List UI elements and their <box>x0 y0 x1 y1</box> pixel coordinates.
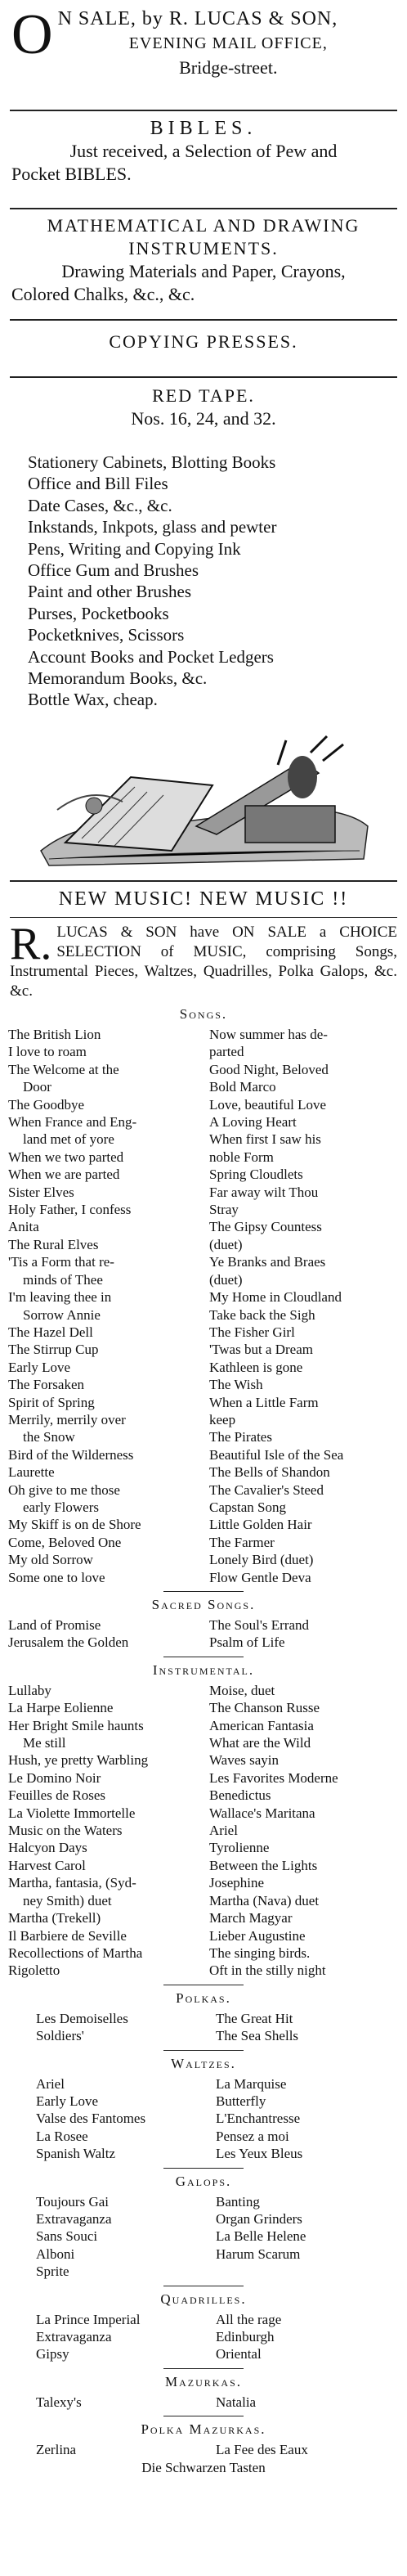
list-item: Between the Lights <box>209 1857 318 1873</box>
list-item: Love, beautiful Love <box>209 1096 327 1113</box>
list-item: Banting <box>216 2193 260 2210</box>
galops-left-column <box>36 2193 191 2281</box>
polka-mazurkas-last: Die Schwarzen Tasten <box>141 2459 266 2475</box>
list-item: Little Golden Hair <box>209 1517 312 1533</box>
list-item: What are the Wild <box>209 1735 311 1751</box>
list-item: When France and Eng- <box>8 1114 137 1131</box>
polka-mazurkas-columns <box>36 2441 371 2458</box>
copying-section <box>0 321 407 376</box>
list-item: Les Demoiselles <box>36 2010 128 2026</box>
list-item: Office Gum and Brushes <box>28 560 199 581</box>
list-item: Land of Promise <box>8 1617 101 1633</box>
list-item: Pens, Writing and Copying Ink <box>28 538 241 559</box>
list-item: Music on the Waters <box>8 1823 123 1839</box>
list-item: Bird of the Wilderness <box>8 1446 134 1463</box>
list-item: parted <box>209 1044 244 1060</box>
list-item: Account Books and Pocket Ledgers <box>28 646 274 667</box>
sacred-left-column <box>8 1616 198 1652</box>
list-item: Hush, ye pretty Warbling <box>8 1752 149 1769</box>
list-item: Spanish Waltz <box>36 2146 116 2162</box>
header <box>0 0 407 110</box>
list-item: Waves sayin <box>209 1752 280 1769</box>
list-item: A Loving Heart <box>209 1114 297 1131</box>
songs-left-column <box>8 1026 198 1586</box>
list-item: Ariel <box>209 1823 238 1839</box>
list-item: The Farmer <box>209 1534 275 1550</box>
list-item: When we are parted <box>8 1167 120 1183</box>
list-item: Benedictus <box>209 1787 271 1804</box>
list-item: The Chanson Russe <box>209 1700 320 1716</box>
waltzes-right-column <box>216 2075 371 2163</box>
list-item: Bold Marco <box>209 1079 276 1095</box>
music-title: NEW MUSIC! NEW MUSIC !! <box>58 888 349 910</box>
list-item: American Fantasia <box>209 1717 314 1733</box>
list-item: Martha (Trekell) <box>8 1910 101 1926</box>
list-item: Merrily, merrily over <box>8 1411 126 1427</box>
polka-mazurkas-left-column <box>36 2441 191 2458</box>
list-item: Early Love <box>36 2093 98 2109</box>
list-item: The Pirates <box>209 1429 272 1445</box>
divider <box>10 917 397 918</box>
list-item: The Forsaken <box>8 1377 85 1393</box>
list-item: I love to roam <box>8 1044 87 1060</box>
polka-mazurkas-right-column <box>216 2441 371 2458</box>
list-item: The singing birds. <box>209 1944 311 1961</box>
redtape-title: RED TAPE. <box>152 385 255 406</box>
list-item: Anita <box>8 1219 39 1235</box>
header-line-3: Bridge-street. <box>179 57 278 78</box>
list-item: Zerlina <box>36 2442 77 2458</box>
list-item: Alboni <box>36 2246 75 2262</box>
list-item: I'm leaving thee in <box>8 1289 112 1306</box>
list-item: the Snow <box>23 1429 75 1445</box>
list-item: Now summer has de- <box>209 1027 328 1042</box>
list-item: La Violette Immortelle <box>8 1805 136 1821</box>
copying-title: COPYING PRESSES. <box>109 331 298 352</box>
list-item: All the rage <box>216 2311 282 2327</box>
list-item: Office and Bill Files <box>28 474 168 494</box>
list-item: (duet) <box>209 1271 243 1288</box>
list-item: Pensez a moi <box>216 2128 289 2144</box>
list-item: Sister Elves <box>8 1184 74 1200</box>
list-item: Moise, duet <box>209 1682 275 1698</box>
mazurkas-left-column <box>36 2394 191 2411</box>
dropcap-letter: O <box>11 3 53 66</box>
sacred-columns <box>8 1616 399 1652</box>
list-item: Sprite <box>36 2264 69 2280</box>
list-item: Stationery Cabinets, Blotting Books <box>28 452 276 472</box>
polkas-heading: Polkas. <box>176 1989 231 2006</box>
divider <box>163 2168 244 2169</box>
divider <box>163 1591 244 1592</box>
list-item: Lonely Bird (duet) <box>209 1552 314 1568</box>
list-item: Me still <box>23 1735 66 1751</box>
list-item: Lieber Augustine <box>209 1927 306 1944</box>
instrumental-columns <box>8 1682 399 1980</box>
galops-heading: Galops. <box>175 2173 232 2189</box>
music-intro <box>10 919 397 1001</box>
polkas-left-column <box>36 2010 191 2045</box>
list-item: Some one to love <box>8 1569 105 1585</box>
list-item: Toujours Gai <box>36 2193 109 2210</box>
waltzes-left-column <box>36 2075 191 2163</box>
redtape-section <box>0 378 407 452</box>
list-item: The Fisher Girl <box>209 1324 295 1340</box>
polka-mazurkas-heading: Polka Mazurkas. <box>141 2421 266 2438</box>
music-intro-text: LUCAS & SON have ON SALE a CHOICE SELECTION of MUSIC, comprising Songs, Instrumental Pieces, Waltzes, Quadrilles, Polka Galops, &c. &c. <box>10 924 397 1000</box>
quadrilles-left-column <box>36 2311 191 2363</box>
redtape-numbers: Nos. 16, 24, and 32. <box>131 408 276 429</box>
list-item: early Flowers <box>23 1499 100 1515</box>
divider <box>163 2368 244 2369</box>
sacred-heading: Sacred Songs. <box>151 1597 256 1612</box>
stationery-list <box>28 452 379 722</box>
list-item: Recollections of Martha <box>8 1944 143 1961</box>
list-item: Wallace's Maritana <box>209 1805 315 1821</box>
mathematical-text-line-2: Colored Chalks, &c., &c. <box>11 284 195 304</box>
list-item: Inkstands, Inkpots, glass and pewter <box>28 517 277 537</box>
list-item: Extravaganza <box>36 2329 112 2344</box>
list-item: Purses, Pocketbooks <box>28 603 169 623</box>
bibles-title: BIBLES. <box>150 118 257 139</box>
mazurkas-heading: Mazurkas. <box>164 2373 243 2389</box>
mathematical-section <box>0 209 407 319</box>
list-item: The Gipsy Countess <box>209 1219 322 1235</box>
engraving-illustration <box>33 728 374 874</box>
list-item: La Fee des Eaux <box>216 2442 308 2458</box>
list-item: Feuilles de Roses <box>8 1787 105 1804</box>
list-item: Take back the Sigh <box>209 1306 315 1323</box>
music-intro-dropcap: R. <box>10 919 52 969</box>
list-item: The Soul's Errand <box>209 1617 310 1633</box>
list-item: 'Twas but a Dream <box>209 1342 313 1358</box>
list-item: Good Night, Beloved <box>209 1061 329 1077</box>
sacred-right-column <box>209 1616 399 1652</box>
list-item: Far away wilt Thou <box>209 1184 319 1200</box>
list-item: Oft in the stilly night <box>209 1962 326 1979</box>
list-item: March Magyar <box>209 1910 293 1926</box>
list-item: Organ Grinders <box>216 2210 302 2227</box>
list-item: Come, Beloved One <box>8 1534 122 1550</box>
list-item: Pocketknives, Scissors <box>28 625 185 645</box>
list-item: Natalia <box>216 2394 257 2410</box>
list-item: When we two parted <box>8 1149 124 1165</box>
list-item: Les Favorites Moderne <box>209 1769 338 1786</box>
list-item: When first I saw his <box>209 1131 321 1148</box>
list-item: Flow Gentle Deva <box>209 1569 311 1585</box>
instrumental-left-column <box>8 1682 198 1980</box>
list-item: Early Love <box>8 1359 70 1375</box>
bibles-text-line-2: Pocket BIBLES. <box>11 164 132 184</box>
list-item: Harum Scarum <box>216 2246 301 2262</box>
divider <box>10 110 397 111</box>
divider <box>163 2050 244 2051</box>
list-item: land met of yore <box>23 1131 114 1148</box>
songs-columns <box>8 1026 399 1586</box>
songs-heading: Songs. <box>179 1006 228 1022</box>
list-item: Le Domino Noir <box>8 1769 101 1786</box>
mathematical-title-line-2: INSTRUMENTS. <box>128 238 279 258</box>
list-item: Paint and other Brushes <box>28 582 192 602</box>
list-item: noble Form <box>209 1149 274 1165</box>
list-item: Spirit of Spring <box>8 1394 95 1410</box>
waltzes-columns <box>36 2075 371 2163</box>
list-item: Halcyon Days <box>8 1840 87 1856</box>
polkas-right-column <box>216 2010 371 2045</box>
list-item: Extravaganza <box>36 2210 112 2227</box>
list-item: Kathleen is gone <box>209 1359 303 1375</box>
list-item: Her Bright Smile haunts <box>8 1717 144 1733</box>
list-item: The Welcome at the <box>8 1061 119 1077</box>
list-item: Beautiful Isle of the Sea <box>209 1446 344 1463</box>
list-item: Oriental <box>216 2346 262 2362</box>
list-item: Sorrow Annie <box>23 1306 101 1323</box>
mazurkas-columns <box>36 2394 371 2411</box>
list-item: Capstan Song <box>209 1499 286 1515</box>
list-item: The Great Hit <box>216 2010 293 2026</box>
list-item: The Rural Elves <box>8 1236 99 1252</box>
galops-columns <box>36 2193 371 2281</box>
waltzes-heading: Waltzes. <box>171 2055 236 2071</box>
list-item: Gipsy <box>36 2346 69 2362</box>
list-item: La Belle Helene <box>216 2228 306 2245</box>
list-item: Rigoletto <box>8 1962 60 1979</box>
list-item: Holy Father, I confess <box>8 1202 132 1218</box>
list-item: Psalm of Life <box>209 1634 285 1651</box>
instrumental-heading: Instrumental. <box>152 1661 255 1678</box>
list-item: Talexy's <box>36 2394 82 2410</box>
list-item: Bottle Wax, cheap. <box>28 690 158 710</box>
list-item: The Wish <box>209 1377 263 1393</box>
list-item: Door <box>23 1079 51 1095</box>
list-item: The Sea Shells <box>216 2028 299 2044</box>
list-item: Jerusalem the Golden <box>8 1634 129 1651</box>
list-item: Harvest Carol <box>8 1857 86 1873</box>
list-item: minds of Thee <box>23 1271 103 1288</box>
list-item: L'Enchantresse <box>216 2111 301 2127</box>
list-item: Josephine <box>209 1875 265 1891</box>
list-item: La Prince Imperial <box>36 2311 141 2327</box>
list-item: Spring Cloudlets <box>209 1167 303 1183</box>
bibles-text-line-1: Just received, a Selection of Pew and <box>69 141 338 161</box>
quadrilles-right-column <box>216 2311 371 2363</box>
list-item: Stray <box>209 1202 239 1218</box>
mathematical-text-line-1: Drawing Materials and Paper, Crayons, <box>61 261 346 281</box>
list-item: Martha, fantasia, (Syd- <box>8 1875 136 1891</box>
list-item: Butterfly <box>216 2093 266 2109</box>
list-item: Sans Souci <box>36 2228 98 2245</box>
list-item: Oh give to me those <box>8 1481 120 1498</box>
list-item: Tyrolienne <box>209 1840 270 1856</box>
quadrilles-heading: Quadrilles. <box>160 2291 247 2307</box>
list-item: Ariel <box>36 2075 65 2092</box>
list-item: (duet) <box>209 1236 243 1252</box>
list-item: My old Sorrow <box>8 1552 93 1568</box>
songs-right-column <box>209 1026 399 1586</box>
list-item: The Stirrup Cup <box>8 1342 99 1358</box>
list-item: 'Tis a Form that re- <box>8 1254 114 1270</box>
list-item: La Marquise <box>216 2075 287 2092</box>
galops-right-column <box>216 2193 371 2281</box>
divider <box>10 880 397 882</box>
list-item: Les Yeux Bleus <box>216 2146 303 2162</box>
instrumental-right-column <box>209 1682 399 1980</box>
list-item: Edinburgh <box>216 2329 275 2344</box>
list-item: The Hazel Dell <box>8 1324 93 1340</box>
list-item: Memorandum Books, &c. <box>28 668 208 689</box>
list-item: The British Lion <box>8 1027 101 1042</box>
list-item: Soldiers' <box>36 2028 84 2044</box>
mathematical-title-line-1: MATHEMATICAL AND DRAWING <box>47 215 360 236</box>
header-line-1: N SALE, by R. LUCAS & SON, <box>57 8 338 29</box>
list-item: Valse des Fantomes <box>36 2111 146 2127</box>
mazurkas-right-column <box>216 2394 371 2411</box>
list-item: keep <box>209 1411 236 1427</box>
list-item: My Home in Cloudland <box>209 1289 342 1306</box>
list-item: The Cavalier's Steed <box>209 1481 324 1498</box>
list-item: When a Little Farm <box>209 1394 319 1410</box>
list-item: My Skiff is on de Shore <box>8 1517 141 1533</box>
list-item: Martha (Nava) duet <box>209 1892 320 1908</box>
list-item: ney Smith) duet <box>23 1892 112 1908</box>
list-item: Date Cases, &c., &c. <box>28 495 172 515</box>
bibles-section <box>0 118 407 208</box>
list-item: Ye Branks and Braes <box>209 1254 326 1270</box>
list-item: Laurette <box>8 1464 55 1481</box>
quadrilles-columns <box>36 2311 371 2363</box>
list-item: La Harpe Eolienne <box>8 1700 114 1716</box>
list-item: Il Barbiere de Seville <box>8 1927 127 1944</box>
polkas-columns <box>36 2010 371 2045</box>
stationery-engraving-image <box>33 728 374 874</box>
header-line-2: EVENING MAIL OFFICE, <box>128 34 328 52</box>
list-item: The Goodbye <box>8 1096 85 1113</box>
list-item: Lullaby <box>8 1682 51 1698</box>
list-item: La Rosee <box>36 2128 88 2144</box>
list-item: The Bells of Shandon <box>209 1464 330 1481</box>
